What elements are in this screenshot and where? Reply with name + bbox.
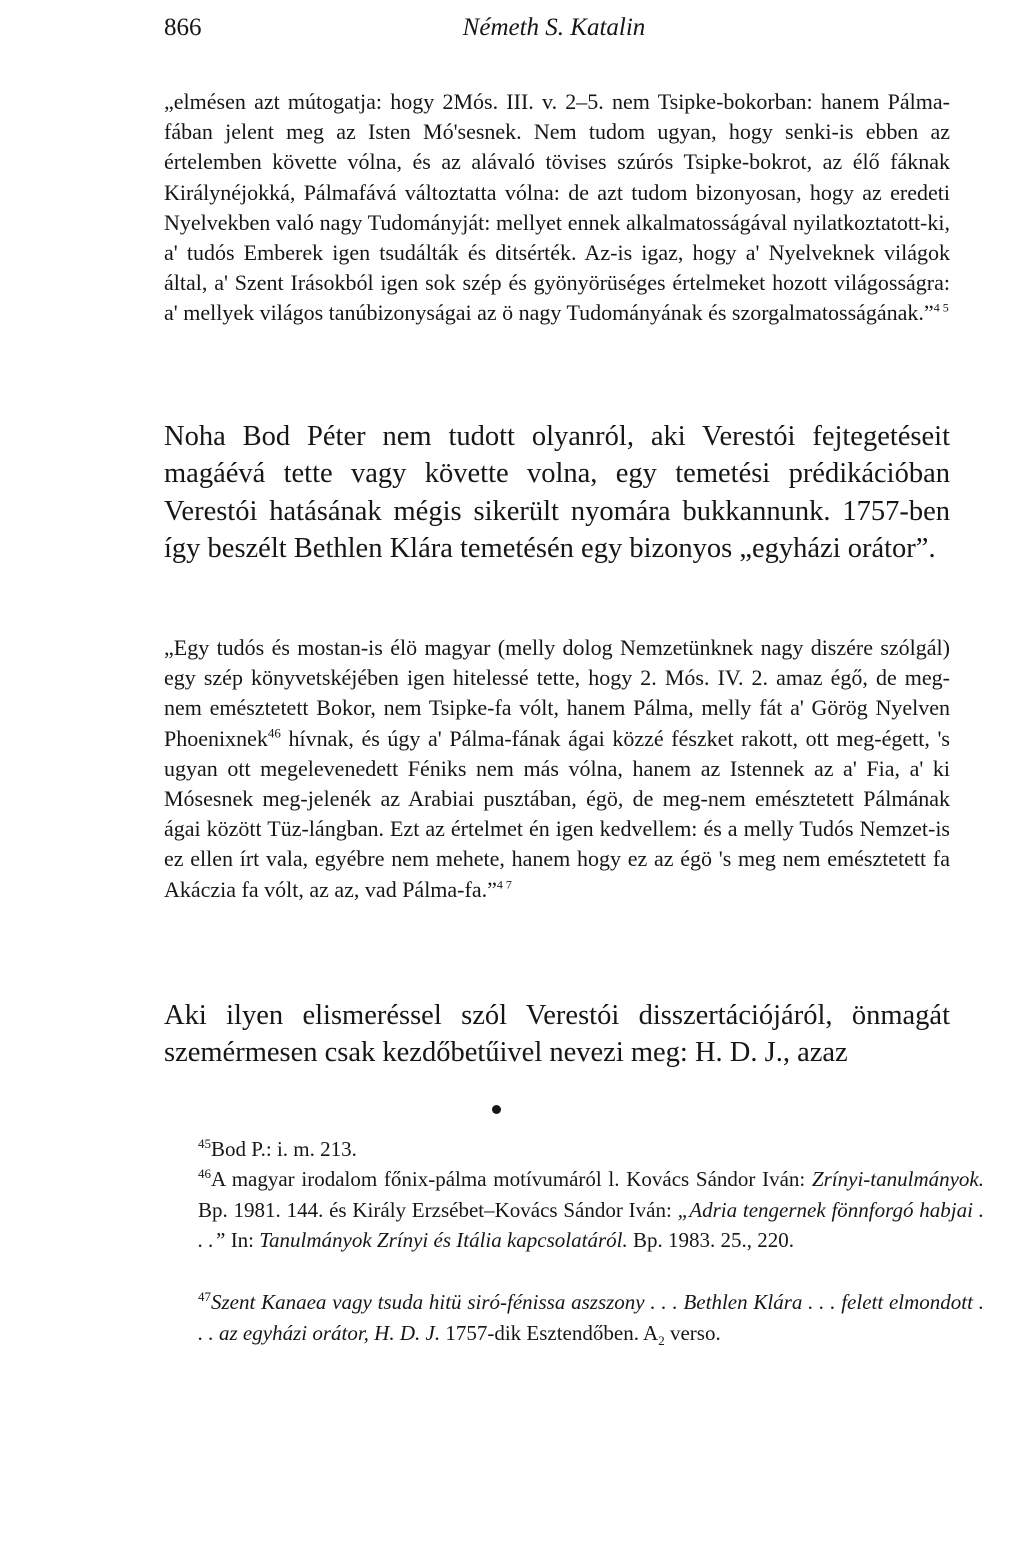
footnote-47-text-1: 1757-dik Esztendőben. A	[440, 1320, 659, 1345]
footnote-46-text-3: In:	[225, 1228, 260, 1252]
footnote-46-text-2: Bp. 1981. 144. és Király Erzsébet–Kovács Sándor Iván:	[198, 1197, 678, 1222]
footnote-ref-47: 4 7	[496, 877, 512, 892]
body-paragraph-1: Noha Bod Péter nem tudott olyanról, aki Verestói fejtegetéseit magáévá tette vagy követte volna, egy temetési prédikációban Verestói hatásának mégis sikerült nyomára bukkannunk. 1757-ben így beszélt Bethlen Klára temetésén egy bizonyos „egyházi orátor”.	[164, 421, 950, 565]
quote-orator-text-b: hívnak, és úgy a' Pálma-fának ágai közzé fészket rakott, ott meg-égett, 's ugyan ott megelevenedett Féniks nem más vólna, hanem az Istennek az a' Fia, a' ki Mósesnek meg-jelenék az Arabiai pusztában, égö, de meg-nem emésztetett Pálmának ágai között Tüz-lángban. Ezt az értelmet én igen kedvellem: és a melly Tudós Nemzet-is ez ellen írt vala, egyébre nem mehete, hanem hogy ez az égö 's meg nem emésztetett fa Akáczia fa vólt, az az, vad Pálma-fa.”	[164, 725, 950, 902]
footnote-46	[164, 1164, 984, 1256]
footnote-mark-47: 47	[198, 1289, 211, 1304]
body-paragraph-2: Aki ilyen elismeréssel szól Verestói disszertációjáról, önmagát szemérmesen csak kezdőbetűivel nevezi meg: H. D. J., azaz	[164, 1000, 950, 1069]
footnote-46-title-2: „Adria tengernek fönnforgó habjai . . .”	[198, 1197, 984, 1252]
footnote-mark-45: 45	[198, 1136, 211, 1151]
footnote-46-title-1: Zrínyi-tanulmányok.	[811, 1167, 984, 1191]
quote-orator	[164, 633, 950, 905]
footnote-45	[164, 1134, 984, 1165]
page-number: 866	[164, 14, 202, 41]
footnote-45-text: Bod P.: i. m. 213.	[211, 1137, 357, 1161]
footnote-47-title: Szent Kanaea vagy tsuda hitü siró-fénissa aszszony . . . Bethlen Klára . . . felett elmondott . . . az egyházi orátor, H. D. J.	[198, 1290, 984, 1345]
quote-orator-text-a: „Egy tudós és mostan-is élö magyar (melly dolog Nemzetünknek nagy diszére szólgál) egy szép könyvetskéjében igen hitelessé tette, hogy 2. Mós. IV. 2. amaz égő, de meg-nem emésztetett Bokor, nem Tsipke-fa vólt, hanem Pálma, melly fát a' Görög Nyelven Phoenixnek	[164, 635, 950, 751]
footnote-46-title-3: Tanulmányok Zrínyi és Itália kapcsolatáról.	[259, 1228, 628, 1252]
page-header	[160, 14, 948, 54]
footnote-47	[164, 1287, 984, 1348]
running-title: Németh S. Katalin	[462, 14, 646, 41]
separator-dot	[492, 1105, 501, 1114]
footnote-46-text-4: Bp. 1983. 25., 220.	[627, 1228, 794, 1252]
quote-bod	[164, 87, 950, 329]
footnote-ref-46: 46	[267, 725, 281, 741]
footnote-47-text-2: verso.	[664, 1320, 721, 1345]
footnote-47-subscript: 2	[658, 1332, 665, 1348]
footnote-46-text-1: A magyar irodalom főnix-pálma motívumáról l. Kovács Sándor Iván:	[211, 1167, 812, 1191]
footnote-ref-45: 4 5	[933, 301, 949, 316]
quote-bod-text: „elmésen azt mútogatja: hogy 2Mós. III. v. 2–5. nem Tsipke-bokorban: hanem Pálma-fában jelent meg az Isten Mó'sesnek. Nem tudom ugyan, hogy senki-is ebben az értelemben követte vólna, és az alávaló tövises szúrós Tsipke-bokrot, az élő fáknak Királynéjokká, Pálmafává változtatta vólna: de azt tudom bizonyosan, hogy az eredeti Nyelvekben való nagy Tudományját: mellyet ennek alkalmatosságával nyilatkoztatott-ki, a' tudós Emberek igen tsudálták és ditsérték. Az-is igaz, hogy a' Nyelveknek világok által, a' Szent Irásokból igen sok szép és gyönyörüséges értelmeket hozott világosságra: a' mellyek világos tanúbizonyságai az ö nagy Tudományának és szorgalmatosságának.”	[164, 89, 950, 326]
footnote-mark-46: 46	[198, 1166, 211, 1181]
